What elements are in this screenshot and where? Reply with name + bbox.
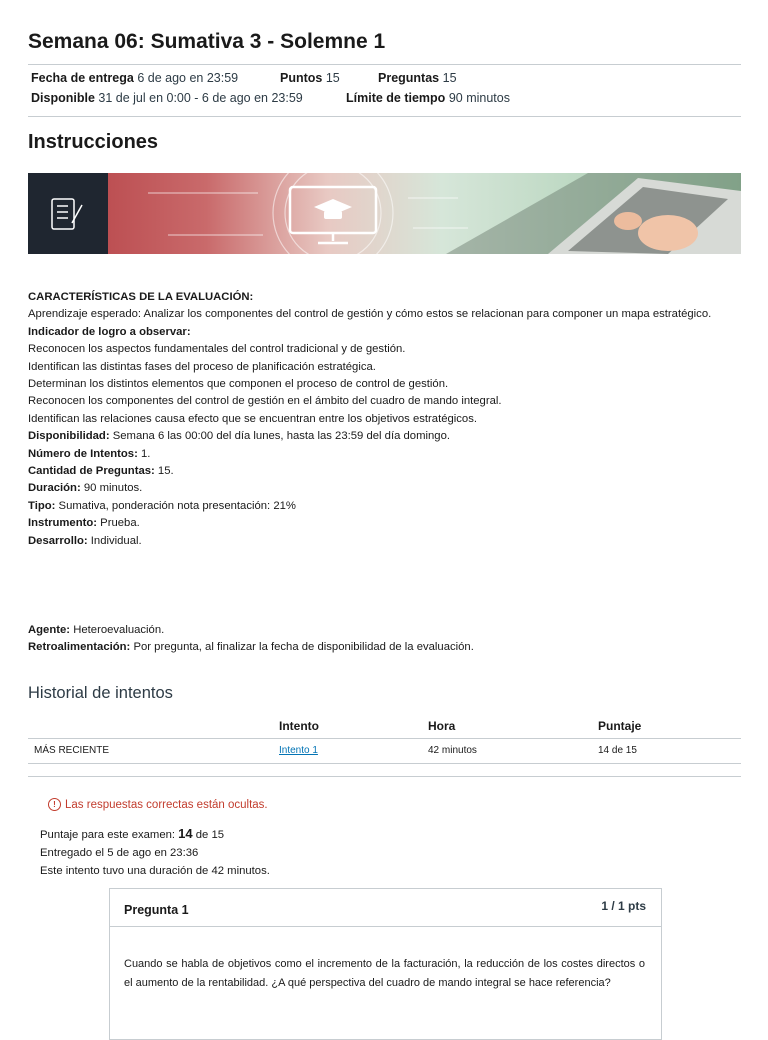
score-prefix: Puntaje para este examen:: [40, 829, 179, 841]
detail-attempts: [28, 446, 748, 463]
column-header-time: Hora: [428, 719, 456, 733]
detail-label: Disponibilidad:: [28, 430, 110, 443]
column-header-score: Puntaje: [598, 719, 642, 733]
divider: [28, 776, 741, 777]
agent-value: Heteroevaluación.: [70, 624, 165, 636]
detail-value: Semana 6 las 00:00 del día lunes, hasta las 23:59 del día domingo.: [109, 430, 450, 443]
attempt-score: 14 de 15: [598, 745, 637, 756]
attempt-status-label: MÁS RECIENTE: [34, 745, 110, 756]
table-row: [28, 739, 741, 764]
detail-question-count: [28, 463, 748, 480]
due-value: 6 de ago en 23:59: [137, 71, 239, 85]
detail-value: Individual.: [87, 534, 142, 547]
score-value: 14: [178, 826, 193, 841]
points-value: 15: [325, 71, 340, 85]
detail-value: Prueba.: [97, 517, 140, 530]
page-title: Semana 06: Sumativa 3 - Solemne 1: [28, 30, 386, 53]
detail-label: Cantidad de Preguntas:: [28, 465, 155, 478]
indicator-item: Determinan los distintos elementos que componen el proceso de control de gestión.: [28, 378, 449, 391]
learning-outcome: Aprendizaje esperado: Analizar los componentes del control de gestión y cómo estos se relacionan para componer un mapa estratégico.: [28, 308, 712, 321]
course-banner-image: [28, 173, 741, 254]
answers-hidden-notice: [48, 798, 268, 811]
attempt-history-heading: Historial de intentos: [28, 684, 173, 702]
detail-label: Número de Intentos:: [28, 447, 138, 460]
agent-line: [28, 622, 474, 639]
question-header: [110, 889, 661, 927]
detail-availability: [28, 428, 748, 445]
agent-label: Agente:: [28, 624, 71, 636]
divider: [28, 64, 741, 65]
attempt-history-table: [28, 712, 741, 764]
column-header-attempt: Intento: [279, 719, 319, 733]
detail-type: [28, 498, 748, 515]
points-label: Puntos: [280, 71, 323, 85]
question-card: [109, 888, 662, 1040]
duration-line: Este intento tuvo una duración de 42 minutos.: [40, 865, 270, 877]
divider: [28, 116, 741, 117]
attempt-time: 42 minutos: [428, 745, 477, 756]
indicator-item: Reconocen los componentes del control de gestión en el ámbito del cuadro de mando integral.: [28, 395, 502, 408]
detail-duration: [28, 480, 748, 497]
submitted-line: Entregado el 5 de ago en 23:36: [40, 847, 199, 859]
time-limit-value: 90 minutos: [448, 91, 510, 105]
time-limit-label: Límite de tiempo: [346, 91, 446, 105]
available-label: Disponible: [31, 91, 95, 105]
detail-value: 1.: [137, 447, 151, 460]
quiz-meta-row-1: [31, 71, 731, 89]
indicator-item: Identifican las relaciones causa efecto que se encuentran entre los objetivos estratégicos.: [28, 412, 478, 425]
detail-label: Instrumento:: [28, 517, 98, 530]
instructions-heading: Instrucciones: [28, 131, 159, 153]
detail-instrument: [28, 515, 748, 532]
questions-value: 15: [442, 71, 457, 85]
detail-value: 15.: [154, 465, 174, 478]
table-header: [28, 712, 741, 739]
detail-development: [28, 533, 748, 550]
attempt-link[interactable]: Intento 1: [279, 745, 318, 756]
quiz-meta-row-2: [31, 91, 731, 109]
detail-value: Sumativa, ponderación nota presentación: 21%: [55, 499, 296, 512]
evaluation-agent-feedback: [28, 622, 474, 657]
detail-label: Duración:: [28, 482, 81, 495]
notice-text: Las respuestas correctas están ocultas.: [65, 798, 268, 811]
evaluation-characteristics: [28, 289, 748, 550]
indicator-item: Identifican las distintas fases del proceso de planificación estratégica.: [28, 360, 376, 373]
score-line: [40, 825, 270, 844]
indicator-heading: Indicador de logro a observar:: [28, 325, 191, 338]
detail-value: 90 minutos.: [80, 482, 143, 495]
indicator-item: Reconocen los aspectos fundamentales del control tradicional y de gestión.: [28, 343, 406, 356]
question-title: Pregunta 1: [124, 903, 189, 917]
questions-label: Preguntas: [378, 71, 440, 85]
attempt-summary: [40, 825, 270, 880]
warning-icon: !: [48, 798, 61, 811]
features-heading: CARACTERÍSTICAS DE LA EVALUACIÓN:: [28, 291, 254, 303]
question-points: 1 / 1 pts: [601, 899, 646, 913]
feedback-label: Retroalimentación:: [28, 641, 131, 654]
feedback-value: Por pregunta, al finalizar la fecha de disponibilidad de la evaluación.: [130, 641, 474, 654]
detail-label: Tipo:: [28, 499, 56, 512]
feedback-line: [28, 639, 474, 656]
detail-label: Desarrollo:: [28, 534, 88, 547]
score-suffix: de 15: [192, 829, 225, 841]
question-text: Cuando se habla de objetivos como el incremento de la facturación, la reducción de los costes directos o el aumento de la rentabilidad. ¿A qué perspectiva del cuadro de mando integral se hace referencia?: [124, 958, 645, 989]
due-label: Fecha de entrega: [31, 71, 134, 85]
available-value: 31 de jul en 0:00 - 6 de ago en 23:59: [98, 91, 303, 105]
